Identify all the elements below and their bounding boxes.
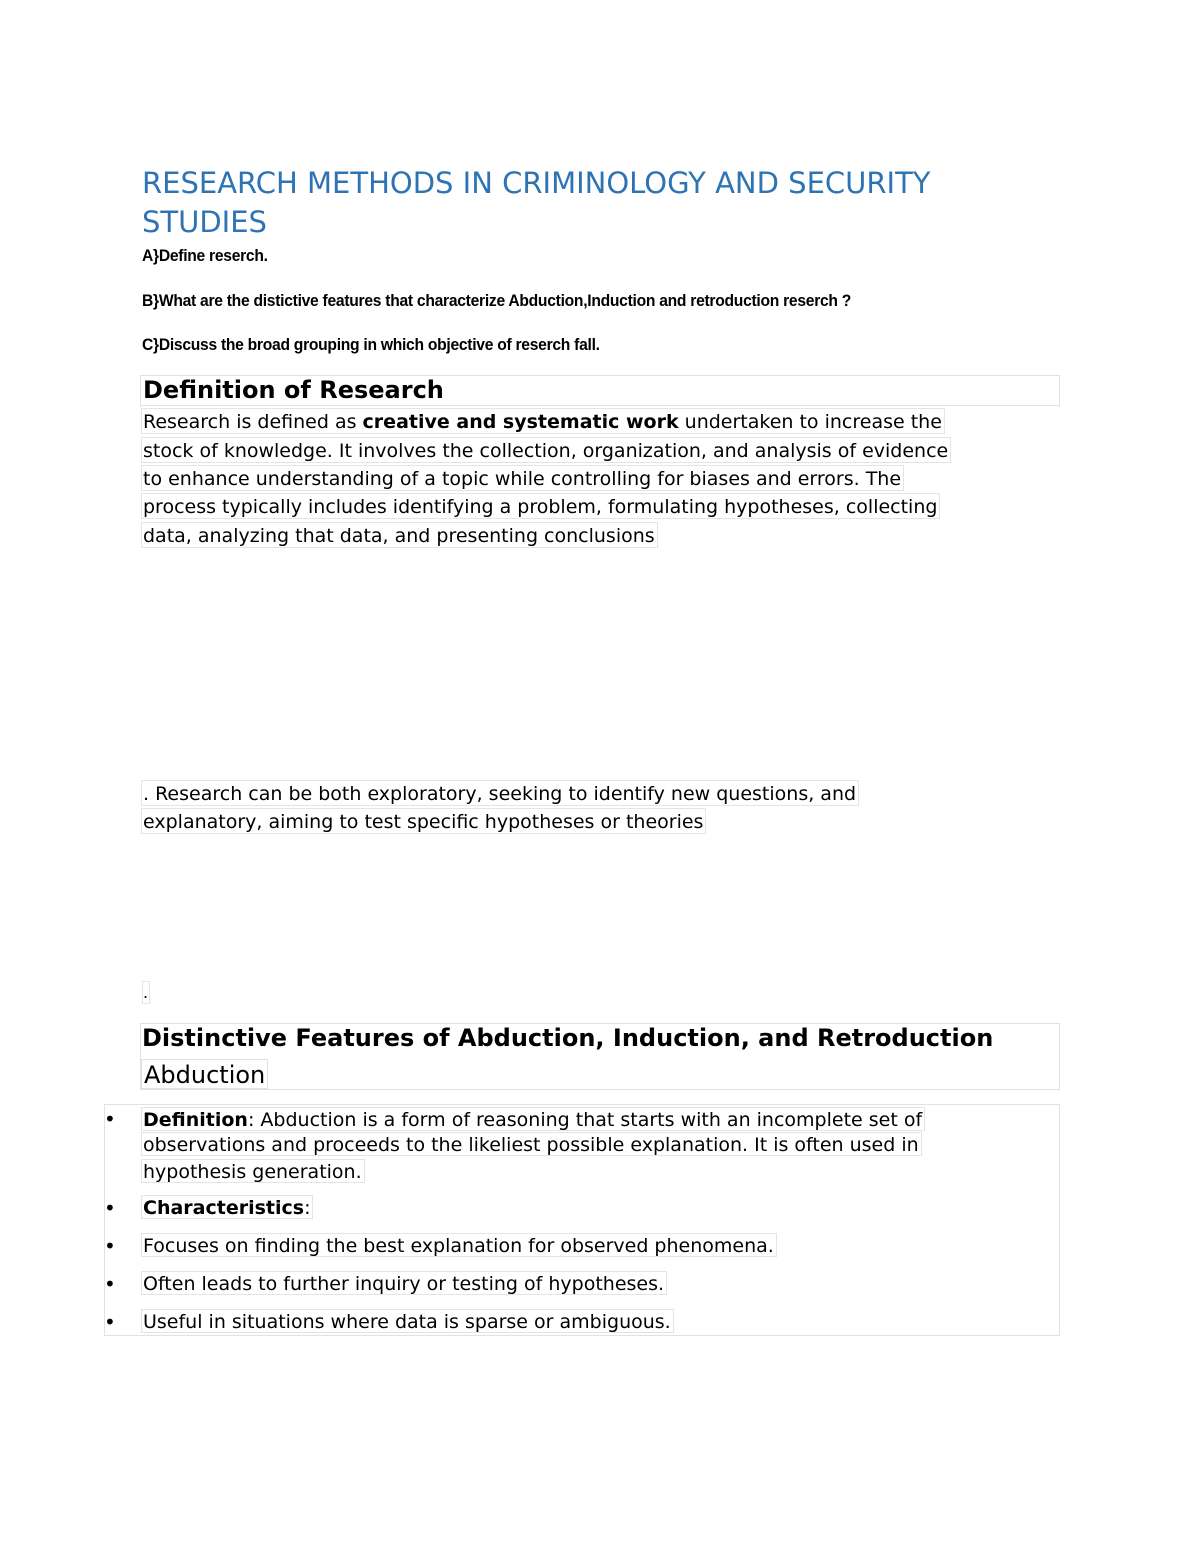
abduction-definition-line-3: hypothesis generation. (141, 1159, 365, 1183)
definition-label: Definition (143, 1109, 248, 1131)
question-c: C}Discuss the broad grouping in which objective of reserch fall. (142, 335, 600, 354)
definition-text: : Abduction is a form of reasoning that starts with an incomplete set of (247, 1109, 923, 1131)
abduction-definition-line-2: observations and proceeds to the likeliest possible explanation. It is often used in (141, 1132, 922, 1156)
bullet-icon: • (104, 1107, 116, 1131)
research-types-line-1: . Research can be both exploratory, seeking to identify new questions, and (141, 780, 859, 806)
abduction-definition-line-1 (141, 1107, 925, 1131)
characteristics-label-line (141, 1195, 313, 1219)
characteristics-colon: : (304, 1197, 311, 1219)
document-title: RESEARCH METHODS IN CRIMINOLOGY AND SECURITY STUDIES (142, 166, 931, 239)
characteristic-item: Often leads to further inquiry or testing of hypotheses. (141, 1271, 667, 1295)
bullet-icon: • (104, 1234, 116, 1258)
question-b: B}What are the distictive features that characterize Abduction,Induction and retroduction reserch ? (142, 291, 852, 310)
definition-pre: Research is defined as (143, 411, 363, 433)
research-types-line-2: explanatory, aiming to test specific hypotheses or theories (141, 808, 706, 834)
definition-post: undertaken to increase the (678, 411, 942, 433)
definition-para-line-2: stock of knowledge. It involves the collection, organization, and analysis of evidence (141, 437, 951, 463)
abduction-subheading: Abduction (141, 1059, 268, 1089)
definition-para-line-3: to enhance understanding of a topic while controlling for biases and errors. The (141, 465, 904, 491)
bullet-icon: • (104, 1196, 116, 1220)
bullet-icon: • (104, 1310, 116, 1334)
characteristic-item: Focuses on finding the best explanation for observed phenomena. (141, 1233, 777, 1257)
characteristic-item: Useful in situations where data is sparse or ambiguous. (141, 1309, 674, 1333)
question-a: A}Define reserch. (142, 246, 268, 265)
characteristics-label: Characteristics (143, 1197, 305, 1219)
definition-heading: Definition of Research (140, 375, 1060, 406)
stray-period: . (143, 983, 149, 1002)
bullet-icon: • (104, 1272, 116, 1296)
definition-emphasis: creative and systematic work (362, 411, 679, 433)
definition-para-line-1 (141, 408, 945, 434)
definition-para-line-5: data, analyzing that data, and presenting conclusions (141, 522, 658, 548)
definition-para-line-4: process typically includes identifying a problem, formulating hypotheses, collecting (141, 493, 940, 519)
features-heading: Distinctive Features of Abduction, Induction, and Retroduction (142, 1024, 994, 1052)
